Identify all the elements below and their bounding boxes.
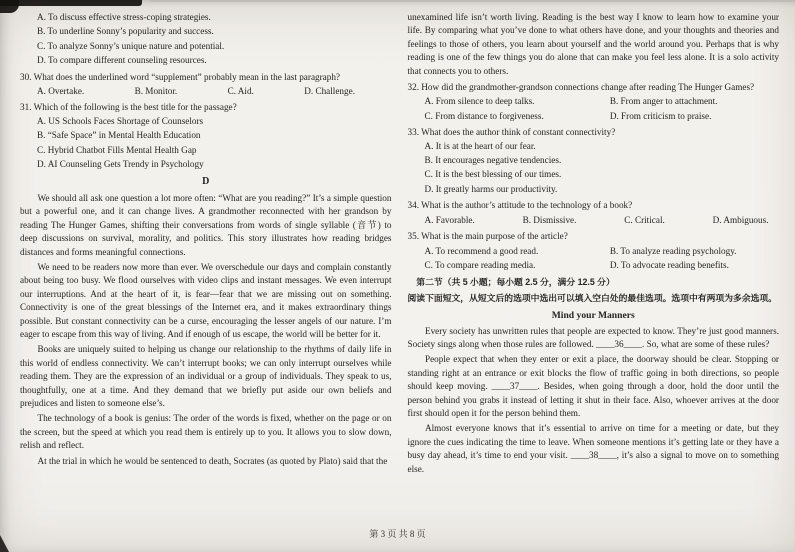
- right-column: [408, 11, 780, 478]
- cloze-passage-title: Mind your Manners: [551, 310, 635, 322]
- question-29-options: [20, 11, 392, 68]
- option-line: A. It is at the heart of our fear.: [424, 140, 536, 151]
- question-33-stem: 33. What does the author think of constant connectivity?: [407, 127, 616, 138]
- question-35-stem: 35. What is the main purpose of the article?: [407, 231, 568, 242]
- passage-paragraph: At the trial in which he would be sentenced to death, Socrates (as quoted by Plato) said that the: [37, 455, 388, 466]
- passage-continuation: unexamined life isn’t worth living. Reading is the best way I know to learn how to examine your life. By comparing what you’ve done to what others have done, and your thoughts and theories and feelings to those of others, you learn about yourself and the world around you. Perhaps that is why reading is one of the few things you do alone that can make you feel less alone. It is a solo activity that connects you to others.: [407, 12, 779, 76]
- option-line: A. From silence to deep talks.: [424, 96, 535, 107]
- option-line: C. To compare reading media.: [424, 259, 536, 270]
- option-line: D. It greatly harms our productivity.: [424, 183, 558, 194]
- question-31-options: [20, 115, 392, 172]
- question-30-stem: 30. What does the underlined word “supplement” probably mean in the last paragraph?: [20, 71, 341, 82]
- left-column: [20, 11, 392, 478]
- option-line: D. From criticism to praise.: [609, 110, 712, 121]
- page-number-footer: 第 3 页 共 8 页: [369, 529, 426, 539]
- passage-paragraph: The technology of a book is genius: The order of the words is fixed, whether on the page or on the screen, but the speed at which you read them is entirely up to you. It allows you to slow down, relish and reflect.: [20, 413, 392, 451]
- cloze-paragraph: People expect that when they enter or exit a place, the doorway should be clear. Stopping or standing right at an entrance or exit blocks the flow of traffic going in both directions, so people should keep moving. ____37____. Besides, when going through a door, hold the door until the person behind you grabs it instead of letting it shut in their face. Also, whoever arrives at the door first should open it for the person behind them.: [407, 354, 779, 418]
- question-31-stem: 31. Which of the following is the best title for the passage?: [20, 102, 237, 113]
- option-line: B. “Safe Space” in Mental Health Education: [37, 130, 201, 141]
- option-line: C. To analyze Sonny’s unique nature and potential.: [37, 40, 225, 51]
- option-line: C. Critical.: [624, 214, 665, 225]
- option-line: B. From anger to attachment.: [609, 96, 718, 107]
- question-35-options: [408, 245, 780, 273]
- option-line: B. It encourages negative tendencies.: [424, 155, 562, 166]
- option-line: B. To underline Sonny’s popularity and success.: [37, 26, 214, 37]
- question-34-stem: 34. What is the author’s attitude to the technology of a book?: [407, 200, 633, 211]
- option-line: D. Ambiguous.: [712, 214, 769, 225]
- option-line: A. Favorable.: [424, 214, 475, 225]
- question-32-options: [408, 95, 780, 123]
- option-line: B. To analyze reading psychology.: [609, 245, 737, 256]
- option-line: D. To advocate reading benefits.: [609, 259, 729, 270]
- scan-artifact-top-left: [0, 0, 142, 6]
- option-line: C. It is the best blessing of our times.: [424, 169, 562, 180]
- option-line: C. From distance to forgiveness.: [424, 110, 544, 121]
- question-32-stem: 32. How did the grandmother-grandson connections change after reading The Hunger Games?: [407, 82, 755, 93]
- option-line: C. Hybrid Chatbot Fills Mental Health Gap: [37, 144, 197, 155]
- question-34-options: [408, 214, 769, 227]
- option-line: A. Overtake.: [37, 86, 85, 97]
- option-line: A. US Schools Faces Shortage of Counselors: [37, 115, 204, 126]
- scan-edge-artifact: [150, 0, 795, 2]
- cloze-paragraph: Every society has unwritten rules that people are expected to know. They’re just good manners. Society sings along when those rules are followed. ____36____. So, what are some of these rules?: [407, 325, 779, 349]
- option-line: B. Monitor.: [134, 86, 178, 97]
- option-line: A. To recommend a good read.: [424, 245, 539, 256]
- option-line: D. AI Counseling Gets Trendy in Psychology: [37, 159, 204, 170]
- option-line: D. To compare different counseling resources.: [37, 55, 207, 66]
- passage-paragraph: We need to be readers now more than ever. We overschedule our days and complain constantly about being too busy. We flood ourselves with video clips and instant messages. We even interrupt our interruptions. And at the heart of it, is fear—fear that we are missing out on something. Connectivity is one of the great blessings of the Internet era, and it makes extraordinary things possible. But constant connectivity can be a curse, encouraging the lesser angels of our nature. I’m eager to escape from this way of living. And if enough of us escape, the world will be better for it.: [20, 261, 392, 339]
- section-2-instructions: 阅读下面短文，从短文后的选项中选出可以填入空白处的最佳选项。选项中有两项为多余选项。: [407, 292, 777, 303]
- passage-paragraph: We should all ask one question a lot more often: “What are you reading?” It’s a simple question but a powerful one, and it can change lives. A grandmother reconnected with her grandson by reading The Hunger Games, shifting their conversations from words of single syllable (音节) to deep discussions on survival, morality, and politics. This story illustrates how reading bridges distances and forms meaningful connections.: [20, 192, 392, 257]
- passage-paragraph: Books are uniquely suited to helping us change our relationship to the rhythms of daily life in this world of endless connectivity. We can’t interrupt books; we can only interrupt ourselves while reading them. They are the expression of an individual or a group of individuals. They speak to us, thoughtfully, one at a time. And they demand that we briefly put aside our own beliefs and prejudices and listen to someone else’s.: [20, 344, 392, 408]
- question-30-options: [20, 85, 355, 98]
- option-line: C. Aid.: [227, 86, 254, 97]
- option-line: B. Dismissive.: [522, 214, 577, 225]
- cloze-paragraph: Almost everyone knows that it’s essential to arrive on time for a meeting or date, but they ignore the cues indicating the time to leave. When someone mentions it’s getting late or they have a busy day ahead, it’s time to end your visit. ____38____, it’s also a signal to move on to something else.: [407, 423, 779, 474]
- section-2-heading: 第二节（共 5 小题；每小题 2.5 分，满分 12.5 分）: [416, 277, 615, 288]
- question-33-options: [408, 140, 780, 197]
- passage-d-label: D: [202, 176, 210, 188]
- option-line: D. Challenge.: [304, 86, 355, 97]
- option-line: A. To discuss effective stress-coping strategies.: [37, 12, 211, 22]
